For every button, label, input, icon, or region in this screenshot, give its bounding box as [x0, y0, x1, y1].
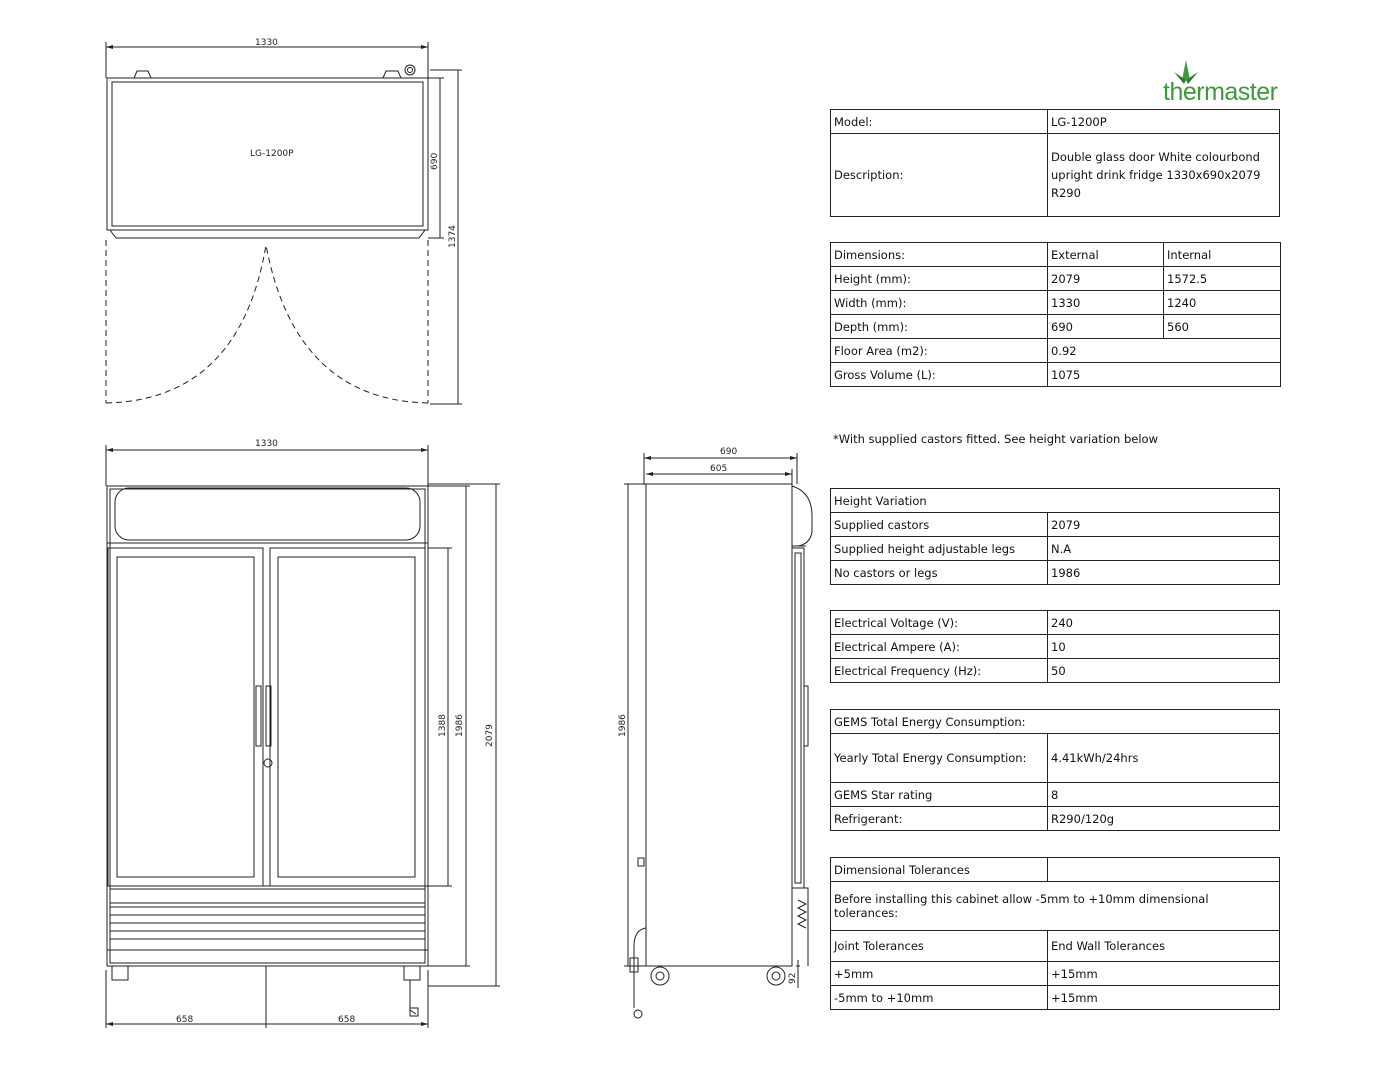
top-swing-label: 1374	[448, 225, 458, 248]
ampere-label: Electrical Ampere (A):	[831, 635, 1048, 659]
energy-table	[830, 709, 1280, 831]
height-label: Height (mm):	[831, 267, 1048, 291]
side-inner-depth-label: 605	[710, 464, 728, 474]
yearly-energy-label: Yearly Total Energy Consumption:	[831, 734, 1048, 783]
dimensions-header: Dimensions:	[831, 243, 1048, 267]
description-line: R290	[1051, 186, 1081, 200]
floor-area-value: 0.92	[1048, 339, 1281, 363]
dimensions-table	[830, 242, 1281, 387]
adjustable-legs-label: Supplied height adjustable legs	[831, 537, 1048, 561]
no-castors-label: No castors or legs	[831, 561, 1048, 585]
refrigerant-label: Refrigerant:	[831, 807, 1048, 831]
joint-tolerance-value: +5mm	[831, 962, 1048, 986]
internal-header: Internal	[1164, 243, 1281, 267]
front-half-left-label: 658	[176, 1015, 194, 1025]
ampere-value: 10	[1048, 635, 1280, 659]
gross-volume-label: Gross Volume (L):	[831, 363, 1048, 387]
description-value	[1048, 134, 1280, 217]
adjustable-legs-value: N.A	[1048, 537, 1280, 561]
front-total-height-label: 2079	[485, 724, 495, 747]
voltage-label: Electrical Voltage (V):	[831, 611, 1048, 635]
tolerance-title: Dimensional Tolerances	[831, 858, 1048, 882]
model-value: LG-1200P	[1048, 110, 1280, 134]
depth-label: Depth (mm):	[831, 315, 1048, 339]
gross-volume-value: 1075	[1048, 363, 1281, 387]
star-rating-label: GEMS Star rating	[831, 783, 1048, 807]
frequency-label: Electrical Frequency (Hz):	[831, 659, 1048, 683]
side-view	[624, 453, 812, 1018]
description-line: Double glass door White colourbond	[1051, 150, 1260, 164]
top-width-label: 1330	[255, 38, 278, 48]
model-table	[830, 109, 1280, 217]
brand-name: thermaster	[1163, 78, 1278, 106]
supplied-castors-label: Supplied castors	[831, 513, 1048, 537]
height-variation-title: Height Variation	[831, 489, 1280, 513]
description-line: upright drink fridge 1330x690x2079	[1051, 168, 1261, 182]
front-half-right-label: 658	[338, 1015, 356, 1025]
joint-tolerance-value: -5mm to +10mm	[831, 986, 1048, 1010]
end-wall-tolerance-value: +15mm	[1048, 962, 1280, 986]
description-label: Description:	[831, 134, 1048, 217]
yearly-energy-value: 4.41kWh/24hrs	[1048, 734, 1280, 783]
tolerance-title-blank	[1048, 858, 1280, 882]
floor-area-label: Floor Area (m2):	[831, 339, 1048, 363]
end-wall-tolerance-value: +15mm	[1048, 986, 1280, 1010]
supplied-castors-value: 2079	[1048, 513, 1280, 537]
depth-external: 690	[1048, 315, 1164, 339]
top-model-label: LG-1200P	[250, 149, 294, 159]
width-external: 1330	[1048, 291, 1164, 315]
tolerance-instruction: Before installing this cabinet allow -5mm to +10mm dimensional tolerances:	[831, 882, 1280, 931]
top-depth-label: 690	[430, 152, 440, 170]
depth-internal: 560	[1164, 315, 1281, 339]
refrigerant-value: R290/120g	[1048, 807, 1280, 831]
width-internal: 1240	[1164, 291, 1281, 315]
frequency-value: 50	[1048, 659, 1280, 683]
height-internal: 1572.5	[1164, 267, 1281, 291]
model-label: Model:	[831, 110, 1048, 134]
side-height-label: 1986	[618, 714, 628, 737]
front-width-label: 1330	[255, 439, 278, 449]
tolerance-table	[830, 857, 1280, 1010]
side-castor-label: 92	[788, 972, 798, 984]
castor-note: *With supplied castors fitted. See height variation below	[833, 432, 1158, 446]
height-variation-table	[830, 488, 1280, 585]
top-view	[106, 42, 462, 404]
electrical-table	[830, 610, 1280, 683]
voltage-value: 240	[1048, 611, 1280, 635]
external-header: External	[1048, 243, 1164, 267]
joint-tolerance-header: Joint Tolerances	[831, 931, 1048, 962]
energy-title: GEMS Total Energy Consumption:	[831, 710, 1280, 734]
width-label: Width (mm):	[831, 291, 1048, 315]
side-depth-label: 690	[720, 447, 738, 457]
front-body-height-label: 1986	[455, 714, 465, 737]
no-castors-value: 1986	[1048, 561, 1280, 585]
height-external: 2079	[1048, 267, 1164, 291]
front-door-height-label: 1388	[438, 714, 448, 737]
star-rating-value: 8	[1048, 783, 1280, 807]
end-wall-tolerance-header: End Wall Tolerances	[1048, 931, 1280, 962]
